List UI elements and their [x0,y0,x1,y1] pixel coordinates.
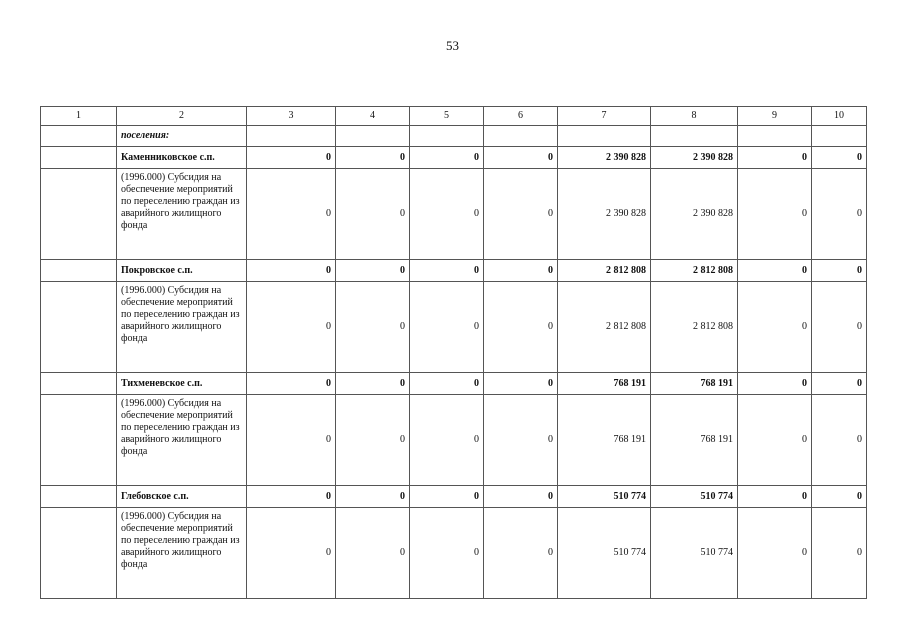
settlement-name: Покровское с.п. [117,260,247,282]
value-cell: 768 191 [558,395,651,486]
value-cell: 0 [484,260,558,282]
value-cell: 0 [738,282,812,373]
header-cell: 4 [336,107,410,126]
value-cell: 0 [484,373,558,395]
subsidy-row [41,508,867,599]
value-cell: 510 774 [651,508,738,599]
value-cell: 0 [336,282,410,373]
value-cell: 768 191 [651,395,738,486]
value-cell: 510 774 [558,486,651,508]
header-cell: 3 [247,107,336,126]
value-cell: 2 390 828 [651,147,738,169]
value-cell: 2 812 808 [558,260,651,282]
value-cell: 0 [812,395,867,486]
page-number: 53 [446,38,459,53]
section-label: поселения: [117,126,247,147]
value-cell: 0 [812,169,867,260]
value-cell: 0 [247,373,336,395]
value-cell: 0 [247,169,336,260]
value-cell: 0 [410,147,484,169]
value-cell: 0 [484,282,558,373]
settlement-row [41,373,867,395]
value-cell: 0 [247,260,336,282]
budget-table [40,106,867,599]
settlement-row [41,147,867,169]
header-cell: 6 [484,107,558,126]
value-cell: 0 [247,395,336,486]
value-cell: 0 [336,169,410,260]
value-cell: 0 [812,260,867,282]
value-cell: 0 [336,508,410,599]
value-cell: 2 812 808 [558,282,651,373]
value-cell: 0 [812,373,867,395]
header-cell: 7 [558,107,651,126]
header-cell: 9 [738,107,812,126]
value-cell: 0 [812,147,867,169]
header-cell: 5 [410,107,484,126]
value-cell: 0 [410,260,484,282]
subsidy-description: (1996.000) Субсидия на обеспечение мероприятий по переселению граждан из аварийного жилищного фонда [117,282,247,373]
header-cell: 8 [651,107,738,126]
value-cell: 0 [812,508,867,599]
value-cell: 0 [410,282,484,373]
header-cell: 1 [41,107,117,126]
subsidy-description: (1996.000) Субсидия на обеспечение мероприятий по переселению граждан из аварийного жилищного фонда [117,169,247,260]
value-cell: 0 [812,282,867,373]
value-cell: 0 [336,373,410,395]
value-cell: 0 [484,147,558,169]
value-cell: 2 812 808 [651,260,738,282]
value-cell: 0 [410,486,484,508]
settlement-name: Каменниковское с.п. [117,147,247,169]
value-cell: 0 [247,282,336,373]
value-cell: 0 [247,147,336,169]
value-cell: 0 [410,373,484,395]
subsidy-row [41,169,867,260]
header-row [41,107,867,126]
value-cell: 0 [738,486,812,508]
value-cell: 510 774 [651,486,738,508]
settlement-row [41,260,867,282]
subsidy-row [41,282,867,373]
value-cell: 0 [336,147,410,169]
value-cell: 0 [336,395,410,486]
value-cell: 768 191 [651,373,738,395]
value-cell: 0 [738,147,812,169]
settlement-name: Тихменевское с.п. [117,373,247,395]
value-cell: 0 [738,508,812,599]
value-cell: 0 [410,395,484,486]
value-cell: 510 774 [558,508,651,599]
value-cell: 0 [738,373,812,395]
value-cell: 0 [247,486,336,508]
value-cell: 0 [410,169,484,260]
value-cell: 0 [247,508,336,599]
value-cell: 0 [738,169,812,260]
value-cell: 0 [410,508,484,599]
value-cell: 0 [484,169,558,260]
value-cell: 768 191 [558,373,651,395]
value-cell: 0 [812,486,867,508]
subsidy-description: (1996.000) Субсидия на обеспечение мероприятий по переселению граждан из аварийного жилищного фонда [117,508,247,599]
subsidy-row [41,395,867,486]
value-cell: 0 [738,260,812,282]
value-cell: 0 [738,395,812,486]
table-body [41,147,867,599]
header-cell: 2 [117,107,247,126]
value-cell: 0 [484,486,558,508]
settlement-row [41,486,867,508]
value-cell: 2 390 828 [558,169,651,260]
header-cell: 10 [812,107,867,126]
value-cell: 0 [336,486,410,508]
value-cell: 2 390 828 [558,147,651,169]
section-row [41,126,867,147]
value-cell: 2 390 828 [651,169,738,260]
value-cell: 0 [336,260,410,282]
value-cell: 0 [484,395,558,486]
settlement-name: Глебовское с.п. [117,486,247,508]
value-cell: 0 [484,508,558,599]
subsidy-description: (1996.000) Субсидия на обеспечение мероприятий по переселению граждан из аварийного жилищного фонда [117,395,247,486]
value-cell: 2 812 808 [651,282,738,373]
